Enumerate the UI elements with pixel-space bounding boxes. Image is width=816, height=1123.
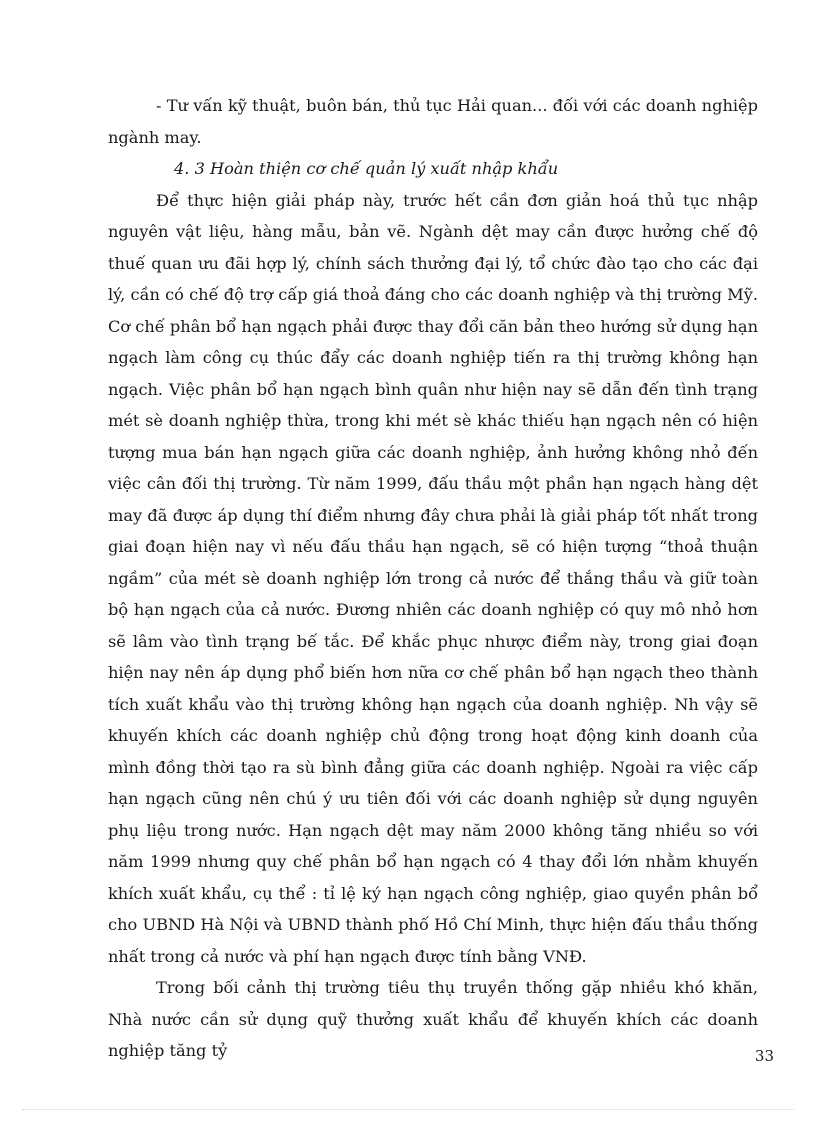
body-paragraph: Để thực hiện giải pháp này, trước hết cần đơn giản hoá thủ tục nhập nguyên vật liệu, hàng mẫu, bản vẽ. Ngành dệt may cần được hưởng chế độ thuế quan ưu đãi hợp lý, chính sách thưởng đại lý, tổ chức đào tạo cho các đại lý, cần có chế độ trợ cấp giá thoả đáng cho các doanh nghiệp và thị trường Mỹ. Cơ chế phân bổ hạn ngạch phải được thay đổi căn bản theo hướng sử dụng hạn ngạch làm công cụ thúc đẩy các doanh nghiệp tiến ra thị trường không hạn ngạch. Việc phân bổ hạn ngạch bình quân như hiện nay sẽ dẫn đến tình trạng mét sè doanh nghiệp thừa, trong khi mét sè khác thiếu hạn ngạch nên có hiện tượng mua bán hạn ngạch giữa các doanh nghiệp, ảnh hưởng không nhỏ đến việc cân đối thị trường. Từ năm 1999, đấu thầu một phần hạn ngạch hàng dệt may đã được áp dụng thí điểm nhưng đây chưa phải là giải pháp tốt nhất trong giai đoạn hiện nay vì nếu đấu thầu hạn ngạch, sẽ có hiện tượng “thoả thuận ngầm” của mét sè doanh nghiệp lớn trong cả nước để thắng thầu và giữ toàn bộ hạn ngạch của cả nước. Đương nhiên các doanh nghiệp có quy mô nhỏ hơn sẽ lâm vào tình trạng bế tắc. Để khắc phục nhược điểm này, trong giai đoạn hiện nay nên áp dụng phổ biến hơn nữa cơ chế phân bổ hạn ngạch theo thành tích xuất khẩu vào thị trường không hạn ngạch của doanh nghiệp. Nh vậy sẽ khuyến khích các doanh nghiệp chủ động trong hoạt động kinh doanh của mình đồng thời tạo ra sù bình đẳng giữa các doanh nghiệp. Ngoài ra việc cấp hạn ngạch cũng nên chú ý ưu tiên đối với các doanh nghiệp sử dụng nguyên phụ liệu trong nước. Hạn ngạch dệt may năm 2000 không tăng nhiều so với năm 1999 nhưng quy chế phân bổ hạn ngạch có 4 thay đổi lớn nhằm khuyến khích xuất khẩu, cụ thể : tỉ lệ ký hạn ngạch công nghiệp, giao quyền phân bổ cho UBND Hà Nội và UBND thành phố Hồ Chí Minh, thực hiện đấu thầu thống nhất trong cả nước và phí hạn ngạch được tính bằng VNĐ. [108, 190, 758, 966]
page-bottom-divider [22, 1109, 794, 1110]
body-text [108, 90, 758, 1067]
body-paragraph: Trong bối cảnh thị trường tiêu thụ truyền thống gặp nhiều khó khăn, Nhà nước cần sử dụng quỹ thưởng xuất khẩu để khuyến khích các doanh nghiệp tăng tỷ [108, 978, 758, 1060]
page-number: 33 [754, 1047, 774, 1065]
bullet-paragraph: - Tư vấn kỹ thuật, buôn bán, thủ tục Hải quan... đối với các doanh nghiệp ngành may. [108, 96, 758, 147]
section-heading: 4. 3 Hoàn thiện cơ chế quản lý xuất nhập khẩu [174, 159, 559, 178]
